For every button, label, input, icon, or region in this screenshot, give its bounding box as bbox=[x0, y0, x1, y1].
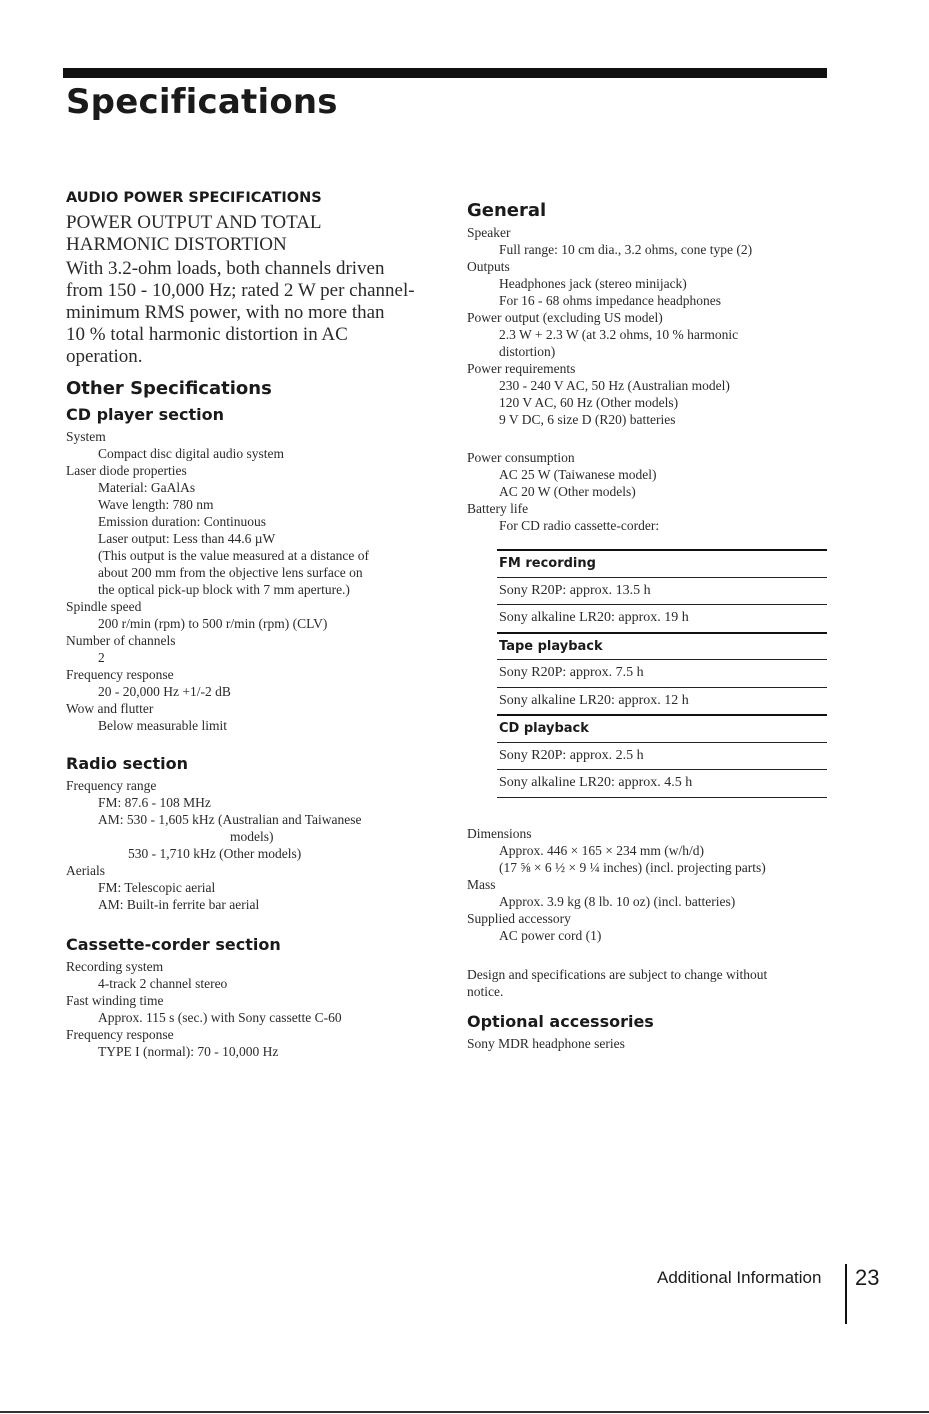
spec-value: about 200 mm from the objective lens surface on bbox=[98, 565, 363, 580]
bottom-rule bbox=[0, 1411, 929, 1413]
spec-value: models) bbox=[230, 829, 274, 844]
notice-line: Design and specifications are subject to change without bbox=[467, 967, 768, 982]
spec-label: Aerials bbox=[66, 863, 105, 878]
spec-value: TYPE I (normal): 70 - 10,000 Hz bbox=[98, 1044, 279, 1059]
battery-life-table bbox=[497, 549, 827, 798]
spec-label: Power output (excluding US model) bbox=[467, 310, 663, 325]
spec-value: 20 - 20,000 Hz +1/-2 dB bbox=[98, 684, 231, 699]
table-row: Sony alkaline LR20: approx. 12 h bbox=[497, 687, 827, 715]
spec-value: 200 r/min (rpm) to 500 r/min (rpm) (CLV) bbox=[98, 616, 328, 631]
spec-value: FM: 87.6 - 108 MHz bbox=[98, 795, 211, 810]
spec-value: Below measurable limit bbox=[98, 718, 227, 733]
radio-spec-list bbox=[66, 777, 436, 913]
spec-label: Laser diode properties bbox=[66, 463, 187, 478]
audio-body-line: With 3.2-ohm loads, both channels driven bbox=[66, 258, 385, 279]
general-heading: General bbox=[467, 200, 547, 221]
other-specifications-heading: Other Specifications bbox=[66, 378, 272, 399]
notice-line: notice. bbox=[467, 984, 504, 999]
audio-sub-line: HARMONIC DISTORTION bbox=[66, 234, 287, 255]
power-battery-spec-list bbox=[467, 449, 829, 534]
spec-label: Wow and flutter bbox=[66, 701, 154, 716]
spec-value: the optical pick-up block with 7 mm aperture.) bbox=[98, 582, 350, 597]
spec-label: Spindle speed bbox=[66, 599, 142, 614]
spec-value: AM: 530 - 1,605 kHz (Australian and Taiwanese bbox=[98, 812, 362, 827]
audio-body-line: 10 % total harmonic distortion in AC bbox=[66, 324, 348, 345]
spec-label: Frequency response bbox=[66, 1027, 174, 1042]
audio-body-line: from 150 - 10,000 Hz; rated 2 W per channel- bbox=[66, 280, 415, 301]
page-title: Specifications bbox=[66, 82, 338, 122]
spec-value: Wave length: 780 nm bbox=[98, 497, 214, 512]
spec-value: For 16 - 68 ohms impedance headphones bbox=[499, 293, 721, 308]
spec-value: 2.3 W + 2.3 W (at 3.2 ohms, 10 % harmonic bbox=[499, 327, 739, 342]
spec-label: Power consumption bbox=[467, 450, 575, 465]
top-rule bbox=[63, 68, 827, 78]
spec-value: 530 - 1,710 kHz (Other models) bbox=[128, 846, 302, 861]
table-row: Sony alkaline LR20: approx. 4.5 h bbox=[497, 769, 827, 797]
spec-label: Outputs bbox=[467, 259, 510, 274]
spec-value: (This output is the value measured at a distance of bbox=[98, 548, 370, 563]
spec-value: 2 bbox=[98, 650, 105, 665]
spec-value: Emission duration: Continuous bbox=[98, 514, 267, 529]
spec-label: Mass bbox=[467, 877, 496, 892]
audio-body-line: minimum RMS power, with no more than bbox=[66, 302, 385, 323]
table-row: Sony R20P: approx. 13.5 h bbox=[497, 577, 827, 605]
audio-power-body bbox=[66, 258, 436, 368]
radio-section-heading: Radio section bbox=[66, 754, 188, 773]
audio-body-line: operation. bbox=[66, 346, 143, 367]
spec-value: 4-track 2 channel stereo bbox=[98, 976, 228, 991]
spec-label: Frequency range bbox=[66, 778, 157, 793]
spec-value: AM: Built-in ferrite bar aerial bbox=[98, 897, 260, 912]
spec-label: Dimensions bbox=[467, 826, 532, 841]
footer-divider bbox=[845, 1264, 847, 1324]
spec-label: Number of channels bbox=[66, 633, 176, 648]
table-row: Sony R20P: approx. 7.5 h bbox=[497, 659, 827, 687]
spec-value: 230 - 240 V AC, 50 Hz (Australian model) bbox=[499, 378, 730, 393]
spec-label: Recording system bbox=[66, 959, 164, 974]
table-bottom-rule bbox=[497, 797, 827, 798]
spec-value: 9 V DC, 6 size D (R20) batteries bbox=[499, 412, 676, 427]
table-group-header: CD playback bbox=[497, 714, 827, 742]
table-row: Sony R20P: approx. 2.5 h bbox=[497, 742, 827, 770]
spec-value: AC 20 W (Other models) bbox=[499, 484, 636, 499]
spec-value: For CD radio cassette-corder: bbox=[499, 518, 660, 533]
cassette-spec-list bbox=[66, 958, 436, 1060]
footer-section-name: Additional Information bbox=[657, 1268, 822, 1287]
spec-value: Approx. 3.9 kg (8 lb. 10 oz) (incl. batteries) bbox=[499, 894, 736, 909]
spec-label: Speaker bbox=[467, 225, 511, 240]
spec-value: (17 ⅝ × 6 ½ × 9 ¼ inches) (incl. projecting parts) bbox=[499, 860, 766, 875]
spec-value: distortion) bbox=[499, 344, 556, 359]
spec-value: FM: Telescopic aerial bbox=[98, 880, 216, 895]
table-group-header: Tape playback bbox=[497, 632, 827, 660]
cd-player-spec-list bbox=[66, 428, 436, 734]
optional-accessories-heading: Optional accessories bbox=[467, 1012, 654, 1031]
spec-value: Material: GaAlAs bbox=[98, 480, 196, 495]
change-notice bbox=[467, 966, 829, 1000]
audio-sub-line: POWER OUTPUT AND TOTAL bbox=[66, 212, 322, 233]
cassette-section-heading: Cassette-corder section bbox=[66, 935, 281, 954]
spec-value: Compact disc digital audio system bbox=[98, 446, 284, 461]
spec-label: Power requirements bbox=[467, 361, 576, 376]
dimensions-spec-list bbox=[467, 825, 829, 944]
spec-label: System bbox=[66, 429, 106, 444]
spec-value: AC 25 W (Taiwanese model) bbox=[499, 467, 657, 482]
spec-value: Headphones jack (stereo minijack) bbox=[499, 276, 687, 291]
audio-power-subheading bbox=[66, 212, 436, 256]
general-spec-list bbox=[467, 224, 829, 428]
spec-value: Approx. 446 × 165 × 234 mm (w/h/d) bbox=[499, 843, 704, 858]
spec-value: Full range: 10 cm dia., 3.2 ohms, cone type (2) bbox=[499, 242, 753, 257]
optional-accessories-body: Sony MDR headphone series bbox=[467, 1036, 625, 1051]
spec-label: Battery life bbox=[467, 501, 529, 516]
page-number: 23 bbox=[855, 1265, 880, 1290]
spec-value: Approx. 115 s (sec.) with Sony cassette C-60 bbox=[98, 1010, 342, 1025]
audio-power-heading: AUDIO POWER SPECIFICATIONS bbox=[66, 190, 322, 206]
spec-value: AC power cord (1) bbox=[499, 928, 602, 943]
table-row: Sony alkaline LR20: approx. 19 h bbox=[497, 604, 827, 632]
spec-label: Frequency response bbox=[66, 667, 174, 682]
spec-label: Fast winding time bbox=[66, 993, 164, 1008]
spec-value: 120 V AC, 60 Hz (Other models) bbox=[499, 395, 679, 410]
spec-label: Supplied accessory bbox=[467, 911, 571, 926]
table-group-header: FM recording bbox=[497, 549, 827, 577]
cd-player-section-heading: CD player section bbox=[66, 405, 224, 424]
spec-value: Laser output: Less than 44.6 µW bbox=[98, 531, 276, 546]
